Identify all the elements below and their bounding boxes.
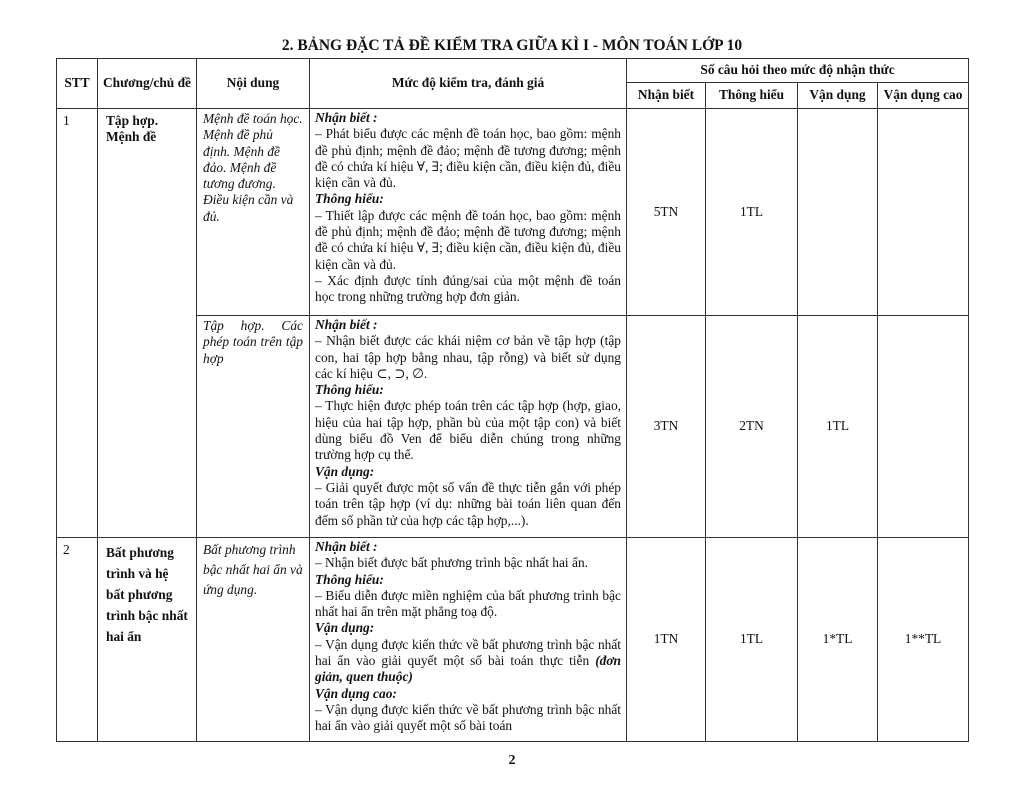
table-row: [57, 538, 969, 742]
criteria-emphasis: (đơn giản, quen thuộc): [315, 653, 621, 685]
count-recognize: 5TN: [627, 109, 706, 316]
criteria-text: – Vận dụng được kiến thức về bất phương trình bậc nhất hai ẩn vào giải quyết một số bài toán thực tiễn: [315, 636, 621, 669]
page-number: 2: [508, 753, 516, 768]
count-understand: 1TL: [706, 538, 798, 742]
header-level-understand: Thông hiểu: [706, 83, 798, 109]
header-level-group: Số câu hỏi theo mức độ nhận thức: [627, 59, 969, 83]
criteria-line: – Nhận biết được bất phương trình bậc nhất hai ẩn.: [315, 555, 588, 571]
criteria-cell: [310, 538, 627, 742]
topic-cell: Mệnh đề toán học. Mệnh đề phủ định. Mệnh đề đảo. Mệnh đề tương đương. Điều kiện cần và đủ.: [197, 109, 310, 316]
level-label: Thông hiểu:: [315, 191, 384, 207]
count-recognize: 1TN: [627, 538, 706, 742]
count-apply: [798, 109, 878, 316]
criteria-line: – Phát biểu được các mệnh đề toán học, bao gồm: mệnh đề phủ định; mệnh đề đảo; mệnh đề tương đương; mệnh đề có chứa kí hiệu ∀, ∃; điều kiện cần, điều kiện đủ, điều kiện cần và đủ.: [315, 126, 621, 191]
criteria-cell: [310, 109, 627, 316]
chapter-cell: Bất phương trình và hệ bất phương trình bậc nhất hai ẩn: [98, 538, 197, 742]
criteria-line: – Vận dụng được kiến thức về bất phương trình bậc nhất hai ẩn vào giải quyết một số bài toán: [315, 701, 621, 734]
header-chapter: Chương/chủ đề: [98, 59, 197, 109]
table-row: [57, 109, 969, 316]
count-apply-high: 1**TL: [878, 538, 969, 742]
level-label: Vận dụng:: [315, 463, 375, 479]
count-understand: 2TN: [706, 316, 798, 538]
count-recognize: 3TN: [627, 316, 706, 538]
stt-cell: 2: [57, 538, 98, 742]
level-label: Nhận biết :: [315, 110, 378, 125]
header-content: Nội dung: [197, 59, 310, 109]
count-apply: 1TL: [798, 316, 878, 538]
level-label: Nhận biết :: [315, 317, 378, 332]
criteria-line: – Thiết lập được các mệnh đề toán học, bao gồm: mệnh đề phủ định; mệnh đề đảo; mệnh đề tương đương; mệnh đề có chứa kí hiệu ∀, ∃; điều kiện cần, điều kiện đủ, điều kiện cần và đủ.: [315, 207, 621, 272]
count-apply-high: [878, 316, 969, 538]
topic-cell: Bất phương trình bậc nhất hai ẩn và ứng dụng.: [197, 538, 310, 742]
count-understand: 1TL: [706, 109, 798, 316]
criteria-line: – Biểu diễn được miền nghiệm của bất phương trình bậc nhất hai ẩn trên mặt phẳng toạ độ.: [315, 587, 621, 620]
document-title: 2. BẢNG ĐẶC TẢ ĐỀ KIỂM TRA GIỮA KÌ I - MÔN TOÁN LỚP 10: [281, 37, 743, 54]
level-label: Vận dụng:: [315, 620, 375, 636]
chapter-cell: Tập hợp. Mệnh đề: [98, 109, 197, 538]
header-level-apply: Vận dụng: [798, 83, 878, 109]
stt-cell: 1: [57, 109, 98, 538]
criteria-line: [315, 637, 621, 686]
spec-table: [56, 58, 969, 742]
criteria-line: – Nhận biết được các khái niệm cơ bản về tập hợp (tập con, hai tập hợp bằng nhau, tập rỗng) và biết sử dụng các kí hiệu ⊂, ⊃, ∅.: [315, 333, 621, 381]
count-apply: 1*TL: [798, 538, 878, 742]
level-label: Vận dụng cao:: [315, 685, 397, 701]
topic-cell: Tập hợp. Các phép toán trên tập hợp: [197, 316, 310, 538]
criteria-line: – Thực hiện được phép toán trên các tập hợp (hợp, giao, hiệu của hai tập hợp, phần bù của một tập con) và biết dùng biểu đồ Ven để biểu diễn chúng trong những trường hợp cụ thể.: [315, 398, 621, 463]
count-apply-high: [878, 109, 969, 316]
criteria-line: – Giải quyết được một số vấn đề thực tiễn gắn với phép toán trên tập hợp (ví dụ: những bài toán liên quan đến đếm số phần tử của hợp các tập hợp,...).: [315, 479, 621, 528]
level-label: Nhận biết :: [315, 539, 378, 554]
header-level-recognize: Nhận biết: [627, 83, 706, 109]
header-stt: STT: [57, 59, 98, 109]
criteria-cell: [310, 316, 627, 538]
header-level-apply-high: Vận dụng cao: [878, 83, 969, 109]
header-criteria: Mức độ kiểm tra, đánh giá: [310, 59, 627, 109]
level-label: Thông hiểu:: [315, 382, 384, 398]
criteria-line: – Xác định được tính đúng/sai của một mệnh đề toán học trong những trường hợp đơn giản.: [315, 272, 621, 305]
level-label: Thông hiểu:: [315, 571, 384, 587]
